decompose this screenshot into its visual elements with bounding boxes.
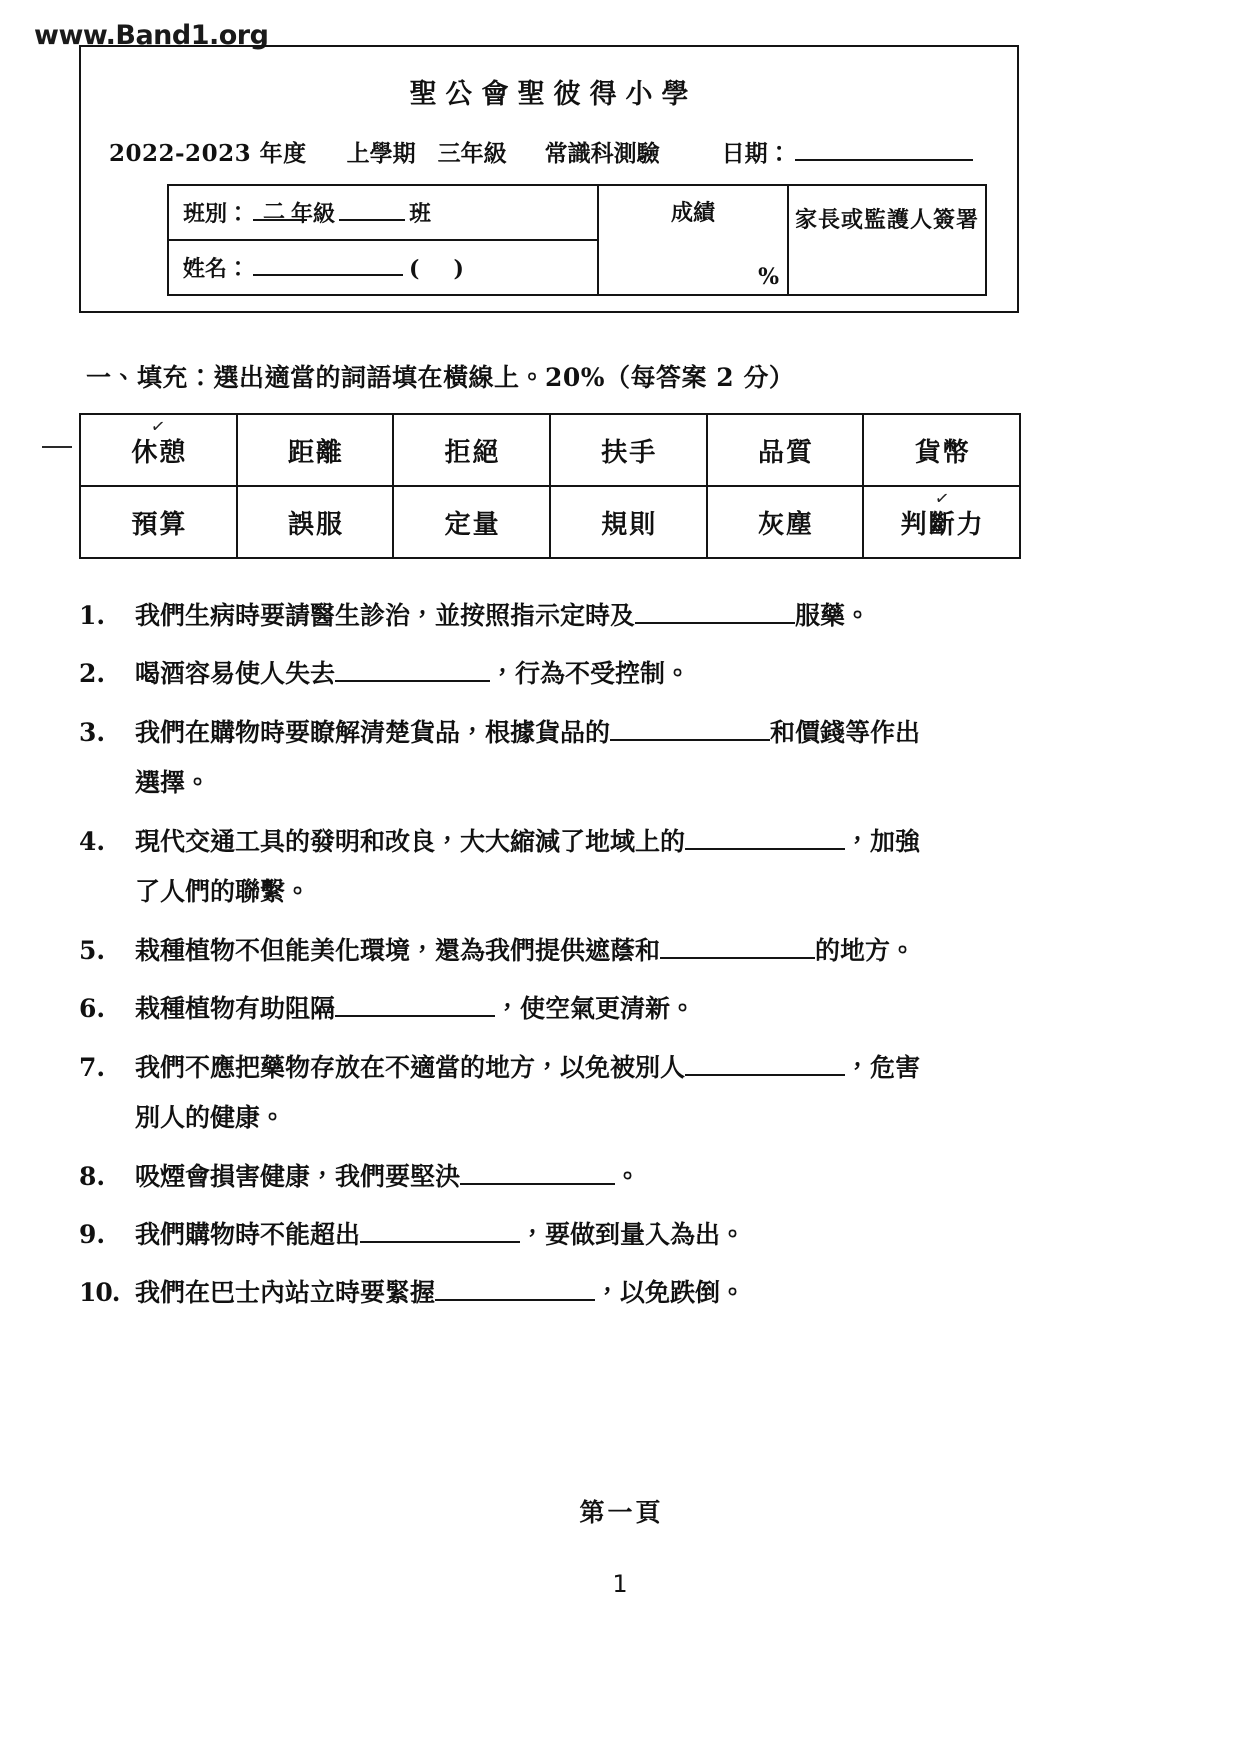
word-bank-word: 誤服 [287, 509, 344, 540]
score-percent-symbol: % [758, 264, 779, 290]
check-icon: ✓ [149, 416, 169, 439]
class-letter-input[interactable] [339, 201, 405, 221]
question-number: 3. [79, 717, 106, 747]
question-item [79, 993, 1161, 1024]
question-text-before-blank: 我們購物時不能超出 [135, 1220, 361, 1249]
question-item [79, 935, 1161, 966]
question-text [135, 1161, 1161, 1192]
exam-meta-line [109, 135, 1009, 168]
question-text [135, 993, 1161, 1024]
answer-blank[interactable] [685, 1053, 845, 1076]
question-text-after-blank: ，危害 [845, 1052, 921, 1082]
word-bank-cell[interactable] [707, 486, 864, 558]
word-bank-table [79, 413, 1021, 559]
word-bank-word: 距離 [287, 437, 344, 468]
question-text-before-blank: 我們生病時要請醫生診治，並按照指示定時及 [135, 601, 636, 630]
question-text-before-blank: 吸煙會損害健康，我們要堅決 [135, 1161, 461, 1191]
grade-label: 三年級 [437, 140, 507, 167]
question-item [79, 717, 1161, 748]
answer-blank[interactable] [685, 827, 845, 850]
answer-blank[interactable] [660, 936, 815, 959]
question-number: 9. [79, 1220, 106, 1249]
word-bank-row [80, 486, 1020, 558]
word-bank-word: 定量 [444, 509, 501, 540]
word-bank-word: 貨幣 [914, 437, 971, 468]
question-item [79, 658, 1161, 689]
exam-header-box [79, 45, 1019, 313]
subject-label: 常識科測驗 [544, 140, 660, 167]
question-continuation-line: 選擇。 [135, 767, 211, 797]
date-label: 日期： [721, 140, 791, 167]
word-bank-word: 休憩 [131, 437, 188, 468]
site-url-watermark: www.Band1.org [34, 20, 269, 51]
word-bank-word: 扶手 [601, 437, 658, 468]
name-label: 姓名： [183, 256, 250, 282]
question-text-before-blank: 栽種植物不但能美化環境，還為我們提供遮蔭和 [135, 936, 661, 965]
question-text-before-blank: 喝酒容易使人失去 [135, 659, 336, 689]
word-bank-word: 規則 [601, 509, 658, 540]
word-bank-word: 品質 [757, 437, 814, 468]
question-text [135, 1277, 1161, 1308]
question-continuation-line: 了人們的聯繫。 [135, 877, 311, 906]
question-number: 1. [79, 601, 106, 630]
word-bank-cell[interactable] [863, 414, 1020, 486]
section-heading: 一、填充：選出適當的詞語填在橫線上。20%（每答案 2 分） [86, 363, 795, 392]
question-text-after-blank: 和價錢等作出 [770, 717, 921, 747]
guardian-signature-label: 家長或監護人簽署 [794, 206, 979, 233]
question-text-after-blank: 。 [615, 1161, 641, 1191]
question-item [79, 1161, 1161, 1192]
word-bank-cell[interactable] [393, 486, 550, 558]
word-bank-word: 拒絕 [444, 437, 501, 468]
question-item [79, 600, 1161, 631]
name-paren-open: ( [409, 256, 420, 282]
question-number: 2. [79, 659, 106, 689]
question-text [135, 600, 1161, 631]
check-icon: ✓ [933, 488, 953, 511]
question-continuation-line: 別人的健康。 [135, 1102, 286, 1132]
question-text-before-blank: 我們在巴士內站立時要緊握 [135, 1278, 436, 1308]
question-text [135, 826, 1161, 857]
answer-blank[interactable] [435, 1278, 595, 1301]
page-label: 第一頁 [579, 1498, 664, 1527]
question-number: 10. [79, 1278, 120, 1308]
word-bank-cell[interactable] [707, 414, 864, 486]
word-bank-cell[interactable] [237, 414, 394, 486]
answer-blank[interactable] [335, 659, 490, 682]
word-bank-cell[interactable] [863, 486, 1020, 558]
answer-blank[interactable] [460, 1162, 615, 1185]
question-number: 7. [79, 1052, 106, 1082]
question-number: 5. [79, 936, 106, 965]
question-text-after-blank: 服藥。 [795, 601, 871, 630]
answer-blank[interactable] [635, 601, 795, 624]
question-text-before-blank: 現代交通工具的發明和改良，大大縮減了地域上的 [135, 826, 686, 856]
question-text-after-blank: ，要做到量入為出。 [520, 1220, 746, 1249]
word-bank-cell[interactable] [237, 486, 394, 558]
name-cell [168, 240, 598, 295]
answer-blank[interactable] [610, 718, 770, 741]
question-text-before-blank: 我們在購物時要瞭解清楚貨品，根據貨品的 [135, 717, 611, 747]
question-text [135, 935, 1161, 966]
answer-blank[interactable] [360, 1220, 520, 1243]
name-input-line[interactable] [253, 256, 403, 276]
question-item [79, 1277, 1161, 1308]
word-bank-cell[interactable] [550, 414, 707, 486]
word-bank-cell[interactable] [393, 414, 550, 486]
term-label: 上學期 [346, 140, 416, 167]
answer-blank[interactable] [335, 994, 495, 1017]
word-bank-word: 預算 [131, 509, 188, 540]
question-text-after-blank: ，行為不受控制。 [490, 659, 691, 689]
question-number: 6. [79, 994, 106, 1024]
class-cell [168, 185, 598, 240]
page-number: 1 [612, 1570, 628, 1598]
class-suffix-1: 年級 [291, 201, 336, 227]
question-text [135, 1219, 1161, 1250]
class-label: 班別： [183, 201, 250, 227]
score-label: 成績 [670, 200, 715, 226]
question-item [79, 1219, 1161, 1250]
question-number: 4. [79, 826, 106, 856]
guardian-signature-cell[interactable] [788, 185, 986, 295]
word-bank-word: 判斷力 [900, 509, 985, 540]
academic-year: 2022-2023 年度 [109, 140, 307, 167]
name-paren-close: ) [453, 256, 464, 282]
word-bank-row [80, 414, 1020, 486]
class-value: 二 [263, 199, 286, 225]
word-bank-cell[interactable] [80, 414, 237, 486]
word-bank-cell[interactable] [80, 486, 237, 558]
question-item [79, 826, 1161, 857]
stray-pencil-mark [42, 446, 72, 448]
score-cell [598, 185, 788, 295]
class-suffix-2: 班 [409, 201, 432, 227]
question-text [135, 658, 1161, 689]
question-text-before-blank: 我們不應把藥物存放在不適當的地方，以免被別人 [135, 1052, 686, 1082]
table-row [168, 185, 986, 240]
question-text [135, 1052, 1161, 1083]
school-name: 聖公會聖彼得小學 [409, 79, 698, 110]
word-bank-cell[interactable] [550, 486, 707, 558]
questions-list [79, 600, 1161, 1336]
question-text-after-blank: ，以免跌倒。 [595, 1278, 746, 1308]
question-number: 8. [79, 1161, 106, 1191]
question-text-after-blank: ，加強 [845, 826, 921, 856]
question-item [79, 1052, 1161, 1083]
question-text-before-blank: 栽種植物有助阻隔 [135, 994, 336, 1024]
question-text [135, 717, 1161, 748]
date-input-line[interactable] [795, 139, 973, 161]
question-text-after-blank: ，使空氣更清新。 [495, 994, 696, 1024]
word-bank-word: 灰塵 [757, 509, 814, 540]
student-info-table [167, 184, 987, 296]
question-text-after-blank: 的地方。 [815, 936, 916, 965]
